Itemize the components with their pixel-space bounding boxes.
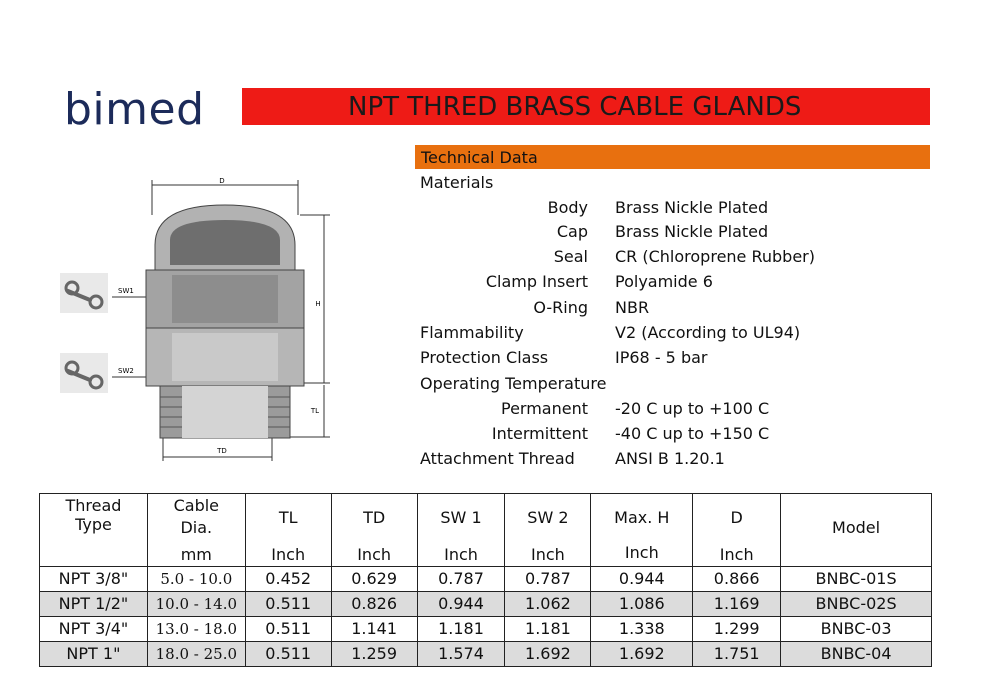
cell-model: BNBC-01S — [781, 567, 932, 592]
operating-temperature-heading: Operating Temperature — [420, 374, 607, 393]
cell-d: 1.751 — [693, 642, 781, 667]
spec-label-protection-class: Protection Class — [420, 348, 549, 367]
spec-value-cap: Brass Nickle Plated — [615, 222, 769, 241]
table-header-row — [40, 494, 932, 567]
cell-cable-dia: 5.0 - 10.0 — [147, 567, 245, 592]
spec-value-clamp-insert: Polyamide 6 — [615, 272, 713, 291]
cell-cable-dia: 18.0 - 25.0 — [147, 642, 245, 667]
table-row — [40, 617, 932, 642]
spec-label-seal: Seal — [553, 247, 588, 266]
cell-td: 0.629 — [331, 567, 417, 592]
column-header-sw2: SW 2 Inch — [505, 494, 591, 567]
wrench-icon — [60, 353, 108, 393]
cell-sw1: 1.181 — [417, 617, 505, 642]
page-title: NPT THRED BRASS CABLE GLANDS — [348, 92, 802, 122]
cell-model: BNBC-04 — [781, 642, 932, 667]
column-header-cable-dia: Cable Dia. mm — [147, 494, 245, 567]
cell-cable-dia: 10.0 - 14.0 — [147, 592, 245, 617]
cell-d: 1.299 — [693, 617, 781, 642]
wrench-icon — [60, 273, 108, 313]
column-header-model: Model — [781, 494, 932, 567]
product-table — [39, 493, 932, 667]
dim-label-d: D — [219, 177, 225, 185]
dim-label-tl: TL — [310, 407, 320, 415]
spec-value-seal: CR (Chloroprene Rubber) — [615, 247, 815, 266]
cell-model: BNBC-02S — [781, 592, 932, 617]
cell-sw1: 1.574 — [417, 642, 505, 667]
cell-sw2: 1.062 — [505, 592, 591, 617]
dim-label-td: TD — [217, 447, 227, 455]
cell-thread-type: NPT 1/2" — [40, 592, 148, 617]
column-header-td: TD Inch — [331, 494, 417, 567]
cell-thread-type: NPT 3/8" — [40, 567, 148, 592]
spec-value-protection-class: IP68 - 5 bar — [615, 348, 708, 367]
column-header-d: D Inch — [693, 494, 781, 567]
spec-value-body: Brass Nickle Plated — [615, 198, 769, 217]
cell-td: 0.826 — [331, 592, 417, 617]
table-row — [40, 642, 932, 667]
cell-td: 1.141 — [331, 617, 417, 642]
spec-label-clamp-insert: Clamp Insert — [485, 272, 588, 291]
spec-label-o-ring: O-Ring — [533, 298, 588, 317]
dim-label-sw2: SW2 — [118, 367, 134, 375]
column-header-sw1: SW 1 Inch — [417, 494, 505, 567]
materials-heading: Materials — [420, 173, 494, 192]
spec-value-attachment-thread: ANSI B 1.20.1 — [615, 449, 725, 468]
cell-td: 1.259 — [331, 642, 417, 667]
spec-label-intermittent: Intermittent — [491, 424, 588, 443]
spec-label-body: Body — [547, 198, 588, 217]
technical-data-banner — [415, 145, 930, 169]
cell-sw2: 1.181 — [505, 617, 591, 642]
cell-tl: 0.511 — [245, 592, 331, 617]
cell-max-h: 1.086 — [591, 592, 693, 617]
brand-logo: bimed — [64, 84, 205, 135]
dim-label-h: H — [315, 300, 321, 308]
cell-tl: 0.511 — [245, 642, 331, 667]
spec-label-flammability: Flammability — [420, 323, 524, 342]
table-row — [40, 592, 932, 617]
spec-value-flammability: V2 (According to UL94) — [615, 323, 801, 342]
cell-model: BNBC-03 — [781, 617, 932, 642]
spec-label-permanent: Permanent — [500, 399, 588, 418]
cell-max-h: 0.944 — [591, 567, 693, 592]
title-banner — [242, 88, 930, 125]
cable-gland-drawing — [60, 175, 380, 465]
gland-body — [146, 205, 304, 438]
cell-tl: 0.452 — [245, 567, 331, 592]
spec-value-intermittent: -40 C up to +150 C — [615, 424, 770, 443]
cell-cable-dia: 13.0 - 18.0 — [147, 617, 245, 642]
cell-sw2: 1.692 — [505, 642, 591, 667]
cell-tl: 0.511 — [245, 617, 331, 642]
cell-thread-type: NPT 3/4" — [40, 617, 148, 642]
dim-label-sw1: SW1 — [118, 287, 134, 295]
cell-sw2: 0.787 — [505, 567, 591, 592]
spec-value-o-ring: NBR — [615, 298, 650, 317]
cell-sw1: 0.944 — [417, 592, 505, 617]
spec-value-permanent: -20 C up to +100 C — [615, 399, 770, 418]
table-row — [40, 567, 932, 592]
column-header-max-h: Max. H Inch — [591, 494, 693, 567]
cell-sw1: 0.787 — [417, 567, 505, 592]
spec-label-cap: Cap — [556, 222, 588, 241]
cell-thread-type: NPT 1" — [40, 642, 148, 667]
cell-max-h: 1.692 — [591, 642, 693, 667]
cell-max-h: 1.338 — [591, 617, 693, 642]
column-header-thread-type: Thread Type — [40, 494, 148, 567]
cell-d: 1.169 — [693, 592, 781, 617]
technical-data-heading: Technical Data — [421, 148, 538, 167]
spec-label-attachment-thread: Attachment Thread — [420, 449, 575, 468]
cell-d: 0.866 — [693, 567, 781, 592]
column-header-tl: TL Inch — [245, 494, 331, 567]
